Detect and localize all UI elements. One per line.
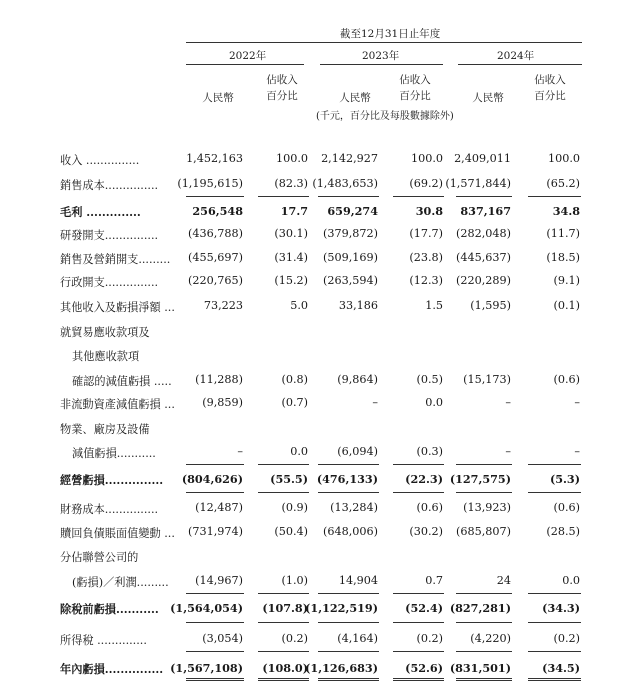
cell-rmb-2022: (804,626) [181,472,243,486]
cell-rmb-2024: – [505,396,511,409]
cell-pct-2023: (23.8) [409,251,443,264]
cell-pct-2023: (52.6) [405,661,443,675]
cell-pct-2022: (0.9) [281,501,308,514]
cell-pct-2023: (0.2) [416,632,443,645]
row-label: 行政開支............... [60,276,159,289]
col-pct-line1: 佔收入 [399,74,431,86]
cell-rmb-2024: (1,571,844) [445,177,511,190]
subtotal-rule [186,492,244,493]
cell-rmb-2023: (1,122,519) [305,601,378,615]
cell-rmb-2022: (12,487) [195,501,243,514]
subtotal-rule [456,492,512,493]
col-rmb-2023: 人民幣 [339,92,371,104]
col-rmb-2024: 人民幣 [472,92,504,104]
cell-pct-2023: 1.5 [425,299,443,312]
cell-rmb-2022: (220,765) [188,274,243,287]
period-rule [186,42,582,43]
double-total-rule [258,678,309,681]
subtotal-rule [186,464,244,465]
cell-pct-2024: (0.2) [553,632,580,645]
cell-rmb-2024: (282,048) [456,227,511,240]
cell-pct-2022: (0.2) [281,632,308,645]
cell-pct-2024: (9.1) [553,274,580,287]
cell-pct-2023: (30.2) [409,525,443,538]
cell-pct-2022: (55.5) [270,472,308,486]
cell-pct-2023: (69.2) [409,177,443,190]
col-pct-line1: 佔收入 [534,74,566,86]
subtotal-rule [258,622,309,623]
cell-pct-2022: (82.3) [274,177,308,190]
cell-rmb-2023: 14,904 [338,574,378,587]
cell-rmb-2024: (127,575) [449,472,511,486]
subtotal-rule [258,464,309,465]
subtotal-rule [258,593,309,594]
cell-pct-2024: – [574,445,580,458]
row-label: 年內虧損............... [60,662,164,676]
subtotal-rule [393,464,444,465]
cell-rmb-2023: – [372,396,378,409]
subtotal-rule [393,196,444,197]
subtotal-rule [456,622,512,623]
cell-pct-2022: (50.4) [274,525,308,538]
cell-pct-2022: (107.8) [262,601,308,615]
cell-pct-2024: 34.8 [552,204,580,218]
cell-pct-2022: (0.7) [281,396,308,409]
cell-rmb-2024: – [505,445,511,458]
subtotal-rule [528,464,581,465]
cell-pct-2024: – [574,396,580,409]
col-pct-line1: 佔收入 [266,74,298,86]
subtotal-rule [186,651,244,652]
year-rule-2023 [320,64,443,65]
cell-pct-2022: 100.0 [275,152,308,165]
cell-pct-2023: (22.3) [405,472,443,486]
row-label: 贖回負債賬面值變動 ... [60,527,175,540]
row-label: (虧損)／利潤......... [72,576,169,589]
row-label: 確認的減值虧損 ..... [72,375,172,388]
double-total-rule [528,678,581,681]
row-label: 所得稅 .............. [60,634,147,647]
cell-rmb-2023: (13,284) [330,501,378,514]
cell-rmb-2024: (1,595) [470,299,511,312]
cell-rmb-2024: (220,289) [456,274,511,287]
unit-note: (千元，百分比及每股數據除外) [316,111,454,122]
cell-rmb-2022: (731,974) [188,525,243,538]
subtotal-rule [318,651,379,652]
cell-rmb-2022: (11,288) [195,373,243,386]
cell-rmb-2024: (831,501) [449,661,511,675]
cell-pct-2024: 0.0 [562,574,580,587]
col-pct-2024 [530,72,570,104]
row-label: 經營虧損............... [60,473,164,487]
cell-rmb-2024: (4,220) [470,632,511,645]
cell-rmb-2022: (455,697) [188,251,243,264]
cell-pct-2022: (1.0) [281,574,308,587]
cell-rmb-2023: (648,006) [323,525,378,538]
col-pct-2023 [395,72,435,104]
cell-rmb-2024: (445,637) [456,251,511,264]
subtotal-rule [186,196,244,197]
cell-rmb-2023: 659,274 [327,204,378,218]
cell-rmb-2023: (476,133) [316,472,378,486]
cell-rmb-2022: (3,054) [202,632,243,645]
cell-pct-2024: (28.5) [546,525,580,538]
cell-rmb-2023: (1,126,683) [305,661,378,675]
cell-pct-2023: 0.0 [425,396,443,409]
cell-rmb-2024: 837,167 [460,204,511,218]
cell-rmb-2022: (14,967) [195,574,243,587]
cell-rmb-2024: (13,923) [463,501,511,514]
col-pct-line2: 百分比 [534,90,566,102]
subtotal-rule [318,464,379,465]
cell-pct-2022: (15.2) [274,274,308,287]
row-label: 非流動資產減值虧損 ... [60,398,175,411]
cell-pct-2023: (0.6) [416,501,443,514]
subtotal-rule [393,651,444,652]
cell-rmb-2023: 2,142,927 [321,152,378,165]
cell-pct-2024: (18.5) [546,251,580,264]
subtotal-rule [186,622,244,623]
cell-rmb-2022: (9,859) [202,396,243,409]
subtotal-rule [456,593,512,594]
cell-pct-2023: 0.7 [425,574,443,587]
year-header-2022: 2022年 [229,50,267,62]
cell-rmb-2022: (1,564,054) [170,601,243,615]
period-header: 截至12月31日止年度 [340,28,441,40]
cell-rmb-2022: 256,548 [192,204,243,218]
cell-rmb-2023: (263,594) [323,274,378,287]
subtotal-rule [528,196,581,197]
row-label: 銷售成本............... [60,179,159,192]
cell-rmb-2022: (1,195,615) [177,177,243,190]
cell-rmb-2022: 1,452,163 [186,152,243,165]
cell-rmb-2023: (6,094) [337,445,378,458]
col-pct-line2: 百分比 [399,90,431,102]
cell-pct-2024: (0.6) [553,373,580,386]
cell-pct-2024: (34.5) [542,661,580,675]
cell-rmb-2023: (9,864) [337,373,378,386]
cell-pct-2022: 5.0 [290,299,308,312]
year-rule-2022 [186,64,304,65]
cell-rmb-2022: (436,788) [188,227,243,240]
row-label: 其他收入及虧損淨額 ... [60,301,175,314]
cell-rmb-2024: (15,173) [463,373,511,386]
row-label: 毛利 .............. [60,205,141,219]
year-header-2023: 2023年 [362,50,400,62]
double-total-rule [318,678,379,681]
cell-pct-2024: (11.7) [546,227,580,240]
row-label: 物業、廠房及設備 [60,423,150,436]
cell-pct-2024: (34.3) [542,601,580,615]
cell-pct-2022: (108.0) [262,661,308,675]
subtotal-rule [318,492,379,493]
cell-pct-2024: (0.1) [553,299,580,312]
subtotal-rule [393,492,444,493]
col-rmb-2022: 人民幣 [202,92,234,104]
cell-pct-2023: (0.5) [416,373,443,386]
cell-rmb-2022: – [237,445,243,458]
subtotal-rule [528,593,581,594]
subtotal-rule [528,492,581,493]
cell-pct-2023: (17.7) [409,227,443,240]
cell-rmb-2024: (827,281) [449,601,511,615]
subtotal-rule [258,651,309,652]
cell-rmb-2022: (1,567,108) [170,661,243,675]
subtotal-rule [456,196,512,197]
year-header-2024: 2024年 [497,50,535,62]
subtotal-rule [393,593,444,594]
cell-pct-2024: (5.3) [549,472,580,486]
subtotal-rule [318,196,379,197]
subtotal-rule [528,622,581,623]
row-label: 收入 ............... [60,154,140,167]
double-total-rule [456,678,512,681]
double-total-rule [186,678,244,681]
cell-rmb-2024: 2,409,011 [454,152,511,165]
cell-pct-2024: (65.2) [546,177,580,190]
cell-pct-2023: (0.3) [416,445,443,458]
cell-pct-2023: (12.3) [409,274,443,287]
cell-rmb-2022: 73,223 [203,299,243,312]
row-label: 財務成本............... [60,503,159,516]
cell-rmb-2023: (379,872) [323,227,378,240]
year-rule-2024 [458,64,582,65]
cell-pct-2022: (0.8) [281,373,308,386]
row-label: 減值虧損........... [72,447,156,460]
subtotal-rule [186,593,244,594]
col-pct-2022 [262,72,302,104]
cell-rmb-2023: (1,483,653) [312,177,378,190]
cell-rmb-2023: (509,169) [323,251,378,264]
cell-rmb-2024: (685,807) [456,525,511,538]
row-label: 研發開支............... [60,229,159,242]
row-label: 就貿易應收款項及 [60,326,150,339]
row-label: 分佔聯營公司的 [60,551,139,564]
subtotal-rule [528,651,581,652]
row-label: 除稅前虧損........... [60,602,159,616]
row-label: 其他應收款項 [72,350,140,363]
subtotal-rule [318,593,379,594]
cell-pct-2024: (0.6) [553,501,580,514]
subtotal-rule [258,492,309,493]
cell-pct-2023: 30.8 [415,204,443,218]
cell-pct-2022: 17.7 [280,204,308,218]
subtotal-rule [456,651,512,652]
cell-pct-2022: (31.4) [274,251,308,264]
cell-rmb-2024: 24 [496,574,511,587]
double-total-rule [393,678,444,681]
cell-rmb-2023: (4,164) [337,632,378,645]
cell-pct-2022: 0.0 [290,445,308,458]
col-pct-line2: 百分比 [266,90,298,102]
subtotal-rule [258,196,309,197]
row-label: 銷售及營銷開支......... [60,253,171,266]
cell-pct-2023: 100.0 [410,152,443,165]
subtotal-rule [318,622,379,623]
subtotal-rule [393,622,444,623]
cell-pct-2022: (30.1) [274,227,308,240]
subtotal-rule [456,464,512,465]
cell-pct-2024: 100.0 [547,152,580,165]
cell-pct-2023: (52.4) [405,601,443,615]
cell-rmb-2023: 33,186 [338,299,378,312]
